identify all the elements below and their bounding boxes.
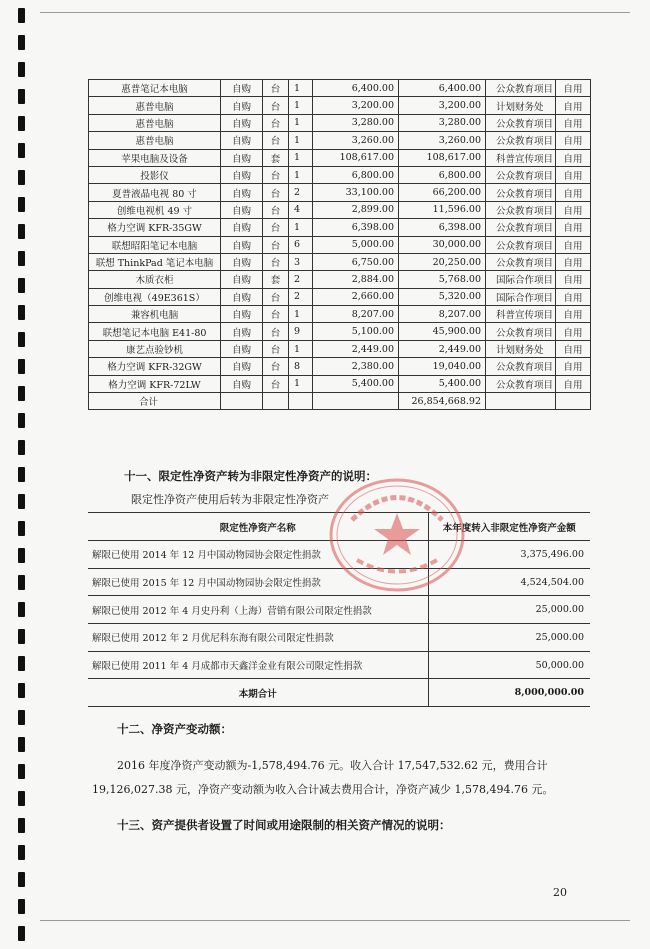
table-row (89, 358, 591, 375)
asset-amount: 2,449.00 (399, 340, 486, 357)
restricted-amount: 3,375,496.00 (428, 541, 590, 569)
section-13-heading: 十三、资产提供者设置了时间或用途限制的相关资产情况的说明： (117, 818, 451, 832)
asset-price: 2,884.00 (313, 271, 399, 288)
asset-use: 自用 (556, 236, 591, 253)
asset-project: 公众教育项目 (486, 358, 556, 375)
table-row (89, 271, 591, 288)
asset-amount: 3,260.00 (399, 132, 486, 149)
asset-name: 格力空调 KFR-72LW (89, 375, 221, 392)
asset-use: 自用 (556, 97, 591, 114)
binding-hole (18, 143, 25, 158)
asset-project: 公众教育项目 (486, 375, 556, 392)
asset-use: 自用 (556, 271, 591, 288)
asset-amount: 8,207.00 (399, 306, 486, 323)
asset-use: 自用 (556, 80, 591, 97)
asset-amount: 6,800.00 (399, 166, 486, 183)
asset-price: 8,207.00 (313, 306, 399, 323)
asset-source: 自购 (221, 80, 263, 97)
asset-price: 108,617.00 (313, 149, 399, 166)
asset-use: 自用 (556, 149, 591, 166)
asset-source: 自购 (221, 340, 263, 357)
asset-amount: 19,040.00 (399, 358, 486, 375)
asset-project: 国际合作项目 (486, 271, 556, 288)
asset-project: 计划财务处 (486, 340, 556, 357)
table-row (89, 219, 591, 236)
asset-name: 格力空调 KFR-32GW (89, 358, 221, 375)
asset-project: 公众教育项目 (486, 132, 556, 149)
total-label: 合计 (89, 393, 221, 410)
asset-amount: 45,900.00 (399, 323, 486, 340)
asset-qty: 2 (289, 184, 313, 201)
asset-name: 惠普电脑 (89, 114, 221, 131)
total-amount: 26,854,668.92 (399, 393, 486, 410)
asset-qty: 6 (289, 236, 313, 253)
asset-name: 创维电视（49E361S） (89, 288, 221, 305)
asset-source: 自购 (221, 288, 263, 305)
asset-name: 康艺点验钞机 (89, 340, 221, 357)
binding-hole (18, 764, 25, 779)
footer-rule (40, 920, 630, 921)
restricted-name: 解限已使用 2012 年 2 月优尼科东海有限公司限定性捐款 (88, 624, 428, 652)
header-rule (40, 12, 630, 13)
asset-qty: 8 (289, 358, 313, 375)
asset-unit: 台 (263, 219, 289, 236)
asset-project: 公众教育项目 (486, 80, 556, 97)
asset-unit: 台 (263, 340, 289, 357)
binding-hole (18, 656, 25, 671)
section-12-line-1: 2016 年度净资产变动额为-1,578,494.76 元。收入合计 17,547,532.62 元，费用合计 (117, 759, 548, 772)
col-header-amount: 本年度转入非限定性净资产金额 (428, 513, 590, 541)
asset-price: 6,750.00 (313, 253, 399, 270)
asset-qty: 2 (289, 288, 313, 305)
binding-hole (18, 791, 25, 806)
asset-use: 自用 (556, 358, 591, 375)
asset-unit: 台 (263, 288, 289, 305)
asset-project: 公众教育项目 (486, 201, 556, 218)
table-row (88, 541, 590, 569)
asset-total-row (89, 393, 591, 410)
section-12-heading: 十二、净资产变动额： (117, 722, 232, 736)
asset-name: 兼容机电脑 (89, 306, 221, 323)
restricted-total-label: 本期合计 (88, 679, 428, 707)
asset-project: 国际合作项目 (486, 288, 556, 305)
table-row (89, 201, 591, 218)
asset-name: 联想 ThinkPad 笔记本电脑 (89, 253, 221, 270)
asset-amount: 108,617.00 (399, 149, 486, 166)
asset-use: 自用 (556, 340, 591, 357)
asset-use: 自用 (556, 184, 591, 201)
binding-hole (18, 737, 25, 752)
asset-price: 5,000.00 (313, 236, 399, 253)
restricted-amount: 50,000.00 (428, 651, 590, 679)
table-row (89, 323, 591, 340)
binding-hole (18, 197, 25, 212)
asset-source: 自购 (221, 132, 263, 149)
asset-qty: 1 (289, 80, 313, 97)
table-row (88, 596, 590, 624)
asset-unit: 台 (263, 166, 289, 183)
asset-unit: 台 (263, 323, 289, 340)
table-row (89, 80, 591, 97)
asset-source: 自购 (221, 375, 263, 392)
asset-unit: 台 (263, 236, 289, 253)
asset-source: 自购 (221, 253, 263, 270)
asset-name: 木质衣柜 (89, 271, 221, 288)
asset-price: 2,449.00 (313, 340, 399, 357)
restricted-amount: 25,000.00 (428, 624, 590, 652)
asset-use: 自用 (556, 253, 591, 270)
asset-use: 自用 (556, 219, 591, 236)
fixed-asset-table (88, 79, 591, 410)
binding-hole (18, 251, 25, 266)
table-row (89, 288, 591, 305)
asset-name: 惠普笔记本电脑 (89, 80, 221, 97)
restricted-header-row (88, 513, 590, 541)
asset-unit: 台 (263, 201, 289, 218)
table-row (89, 114, 591, 131)
asset-project: 科普宣传项目 (486, 149, 556, 166)
asset-amount: 20,250.00 (399, 253, 486, 270)
binding-hole (18, 899, 25, 914)
table-row (89, 236, 591, 253)
asset-amount: 5,400.00 (399, 375, 486, 392)
asset-name: 夏普液晶电视 80 寸 (89, 184, 221, 201)
asset-qty: 1 (289, 149, 313, 166)
binding-hole (18, 683, 25, 698)
col-header-name: 限定性净资产名称 (88, 513, 428, 541)
binding-hole (18, 89, 25, 104)
asset-name: 惠普电脑 (89, 132, 221, 149)
binding-hole (18, 35, 25, 50)
binding-hole (18, 386, 25, 401)
page-number: 20 (553, 886, 567, 899)
section-11-heading: 十一、限定性净资产转为非限定性净资产的说明： (124, 469, 377, 483)
binding-hole (18, 548, 25, 563)
asset-name: 联想昭阳笔记本电脑 (89, 236, 221, 253)
table-row (89, 132, 591, 149)
asset-unit: 台 (263, 132, 289, 149)
asset-use: 自用 (556, 323, 591, 340)
asset-use: 自用 (556, 288, 591, 305)
asset-price: 33,100.00 (313, 184, 399, 201)
asset-price: 2,380.00 (313, 358, 399, 375)
asset-unit: 套 (263, 271, 289, 288)
asset-use: 自用 (556, 166, 591, 183)
table-row (89, 149, 591, 166)
binding-hole (18, 359, 25, 374)
asset-unit: 套 (263, 149, 289, 166)
asset-qty: 1 (289, 114, 313, 131)
asset-price: 2,899.00 (313, 201, 399, 218)
table-row (89, 340, 591, 357)
asset-amount: 3,200.00 (399, 97, 486, 114)
table-row (88, 651, 590, 679)
asset-source: 自购 (221, 97, 263, 114)
binding-hole (18, 494, 25, 509)
asset-price: 6,400.00 (313, 80, 399, 97)
asset-amount: 66,200.00 (399, 184, 486, 201)
asset-amount: 5,320.00 (399, 288, 486, 305)
asset-qty: 2 (289, 271, 313, 288)
asset-name: 格力空调 KFR-35GW (89, 219, 221, 236)
binding-hole (18, 413, 25, 428)
binding-hole (18, 467, 25, 482)
asset-use: 自用 (556, 114, 591, 131)
asset-source: 自购 (221, 306, 263, 323)
asset-amount: 11,596.00 (399, 201, 486, 218)
asset-price: 3,260.00 (313, 132, 399, 149)
asset-amount: 6,400.00 (399, 80, 486, 97)
asset-source: 自购 (221, 166, 263, 183)
asset-amount: 5,768.00 (399, 271, 486, 288)
asset-name: 苹果电脑及设备 (89, 149, 221, 166)
asset-amount: 30,000.00 (399, 236, 486, 253)
asset-name: 创维电视机 49 寸 (89, 201, 221, 218)
table-row (89, 253, 591, 270)
binding-hole (18, 521, 25, 536)
asset-amount: 3,280.00 (399, 114, 486, 131)
asset-project: 公众教育项目 (486, 114, 556, 131)
asset-unit: 台 (263, 97, 289, 114)
asset-unit: 台 (263, 306, 289, 323)
asset-unit: 台 (263, 358, 289, 375)
asset-qty: 1 (289, 97, 313, 114)
asset-project: 公众教育项目 (486, 184, 556, 201)
binding-hole (18, 170, 25, 185)
asset-use: 自用 (556, 132, 591, 149)
asset-name: 投影仪 (89, 166, 221, 183)
asset-project: 公众教育项目 (486, 236, 556, 253)
asset-price: 6,800.00 (313, 166, 399, 183)
asset-source: 自购 (221, 236, 263, 253)
restricted-name: 解限已使用 2015 年 12 月中国动物园协会限定性捐款 (88, 568, 428, 596)
asset-source: 自购 (221, 149, 263, 166)
asset-qty: 3 (289, 253, 313, 270)
binding-hole (18, 872, 25, 887)
restricted-assets-table (88, 512, 590, 707)
binding-hole (18, 629, 25, 644)
asset-source: 自购 (221, 184, 263, 201)
section-12-line-2: 19,126,027.38 元，净资产变动额为收入合计减去费用合计，净资产减少 1,578,494.76 元。 (92, 783, 554, 796)
asset-project: 公众教育项目 (486, 166, 556, 183)
asset-name: 联想笔记本电脑 E41-80 (89, 323, 221, 340)
restricted-name: 解限已使用 2012 年 4 月史丹利（上海）营销有限公司限定性捐款 (88, 596, 428, 624)
table-row (89, 184, 591, 201)
table-row (89, 166, 591, 183)
binding-hole (18, 710, 25, 725)
asset-price: 5,400.00 (313, 375, 399, 392)
asset-qty: 1 (289, 375, 313, 392)
restricted-name: 解限已使用 2011 年 4 月成都市天鑫洋金业有限公司限定性捐款 (88, 651, 428, 679)
binding-hole (18, 926, 25, 941)
asset-unit: 台 (263, 253, 289, 270)
binding-hole (18, 305, 25, 320)
asset-use: 自用 (556, 306, 591, 323)
asset-project: 科普宣传项目 (486, 306, 556, 323)
asset-unit: 台 (263, 114, 289, 131)
asset-source: 自购 (221, 271, 263, 288)
asset-project: 公众教育项目 (486, 219, 556, 236)
asset-unit: 台 (263, 184, 289, 201)
asset-qty: 1 (289, 219, 313, 236)
asset-source: 自购 (221, 201, 263, 218)
binding-hole (18, 116, 25, 131)
asset-price: 3,200.00 (313, 97, 399, 114)
asset-price: 2,660.00 (313, 288, 399, 305)
asset-project: 计划财务处 (486, 97, 556, 114)
asset-project: 公众教育项目 (486, 253, 556, 270)
asset-price: 3,280.00 (313, 114, 399, 131)
asset-source: 自购 (221, 323, 263, 340)
restricted-total-row (88, 679, 590, 707)
asset-amount: 6,398.00 (399, 219, 486, 236)
asset-qty: 1 (289, 132, 313, 149)
binding-hole (18, 278, 25, 293)
restricted-amount: 25,000.00 (428, 596, 590, 624)
binding-hole (18, 845, 25, 860)
table-row (88, 624, 590, 652)
binding-hole (18, 62, 25, 77)
binding-margin (0, 0, 32, 949)
asset-use: 自用 (556, 201, 591, 218)
asset-qty: 1 (289, 306, 313, 323)
table-row (88, 568, 590, 596)
table-row (89, 306, 591, 323)
asset-use: 自用 (556, 375, 591, 392)
asset-unit: 台 (263, 80, 289, 97)
asset-qty: 1 (289, 340, 313, 357)
binding-hole (18, 575, 25, 590)
binding-hole (18, 332, 25, 347)
asset-name: 惠普电脑 (89, 97, 221, 114)
asset-price: 5,100.00 (313, 323, 399, 340)
asset-price: 6,398.00 (313, 219, 399, 236)
binding-hole (18, 440, 25, 455)
binding-hole (18, 8, 25, 23)
asset-source: 自购 (221, 114, 263, 131)
table-row (89, 375, 591, 392)
asset-qty: 1 (289, 166, 313, 183)
restricted-name: 解限已使用 2014 年 12 月中国动物园协会限定性捐款 (88, 541, 428, 569)
asset-source: 自购 (221, 219, 263, 236)
restricted-amount: 4,524,504.00 (428, 568, 590, 596)
binding-hole (18, 602, 25, 617)
table-row (89, 97, 591, 114)
binding-hole (18, 818, 25, 833)
asset-project: 公众教育项目 (486, 323, 556, 340)
asset-qty: 9 (289, 323, 313, 340)
binding-hole (18, 224, 25, 239)
section-11-intro: 限定性净资产使用后转为非限定性净资产 (131, 493, 329, 506)
restricted-total-amount: 8,000,000.00 (428, 679, 590, 707)
asset-qty: 4 (289, 201, 313, 218)
asset-unit: 台 (263, 375, 289, 392)
asset-source: 自购 (221, 358, 263, 375)
